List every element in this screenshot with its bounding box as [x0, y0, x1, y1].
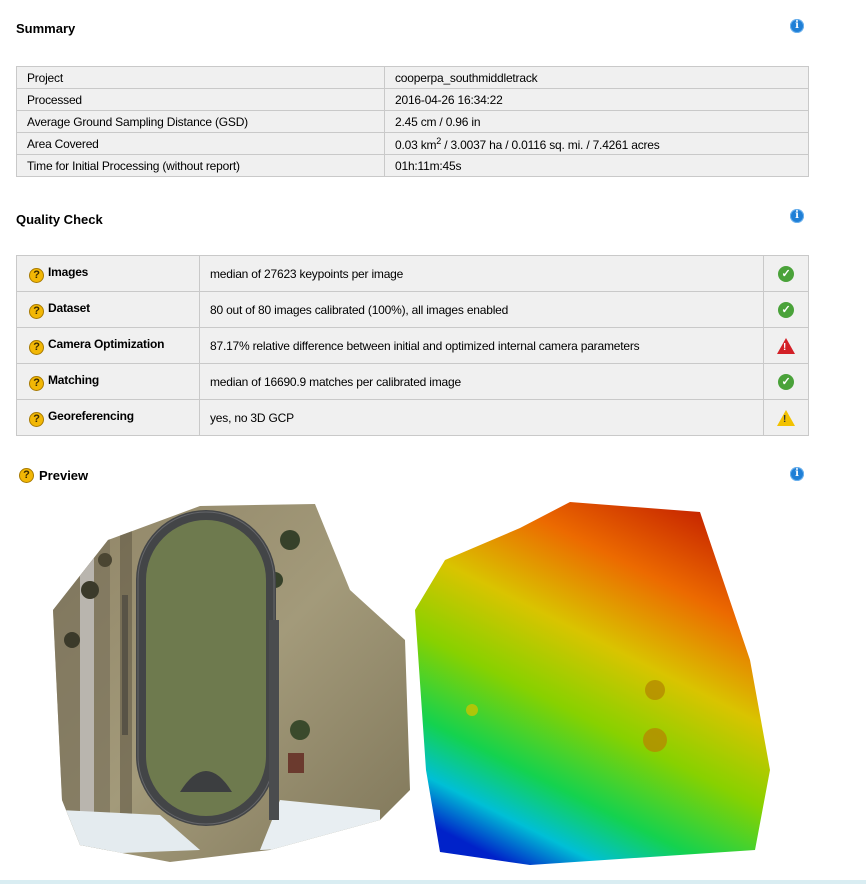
alert-triangle-red-icon: ! [777, 338, 795, 354]
quality-check-title: Quality Check [16, 212, 103, 227]
table-row [17, 256, 809, 292]
area-value-rest: / 3.0037 ha / 0.0116 sq. mi. / 7.4261 acres [441, 137, 660, 152]
area-value-km: 0.03 km [395, 137, 437, 152]
orthomosaic-preview [50, 500, 412, 870]
summary-table [16, 66, 809, 177]
qc-name: Dataset [48, 300, 90, 315]
qc-status [764, 400, 809, 436]
qc-name-cell [17, 256, 200, 292]
summary-label: Processed [17, 89, 385, 111]
info-icon[interactable]: i [790, 19, 804, 33]
summary-value: cooperpa_southmiddletrack [385, 67, 809, 89]
qc-name-cell [17, 400, 200, 436]
qc-name: Georeferencing [48, 408, 134, 423]
quality-check-table [16, 255, 809, 436]
qc-status [764, 328, 809, 364]
qc-name-cell [17, 328, 200, 364]
question-icon[interactable]: ? [29, 268, 44, 283]
summary-label: Time for Initial Processing (without report) [17, 155, 385, 177]
preview-title: Preview [39, 468, 89, 483]
qc-value: 80 out of 80 images calibrated (100%), all images enabled [200, 292, 764, 328]
qc-value: median of 16690.9 matches per calibrated image [200, 364, 764, 400]
page-divider [0, 880, 866, 884]
info-icon[interactable]: i [790, 467, 804, 481]
question-icon[interactable]: ? [29, 340, 44, 355]
qc-name-cell [17, 292, 200, 328]
check-circle-icon: ✓ [778, 302, 794, 318]
question-icon[interactable]: ? [29, 376, 44, 391]
summary-value: 01h:11m:45s [385, 155, 809, 177]
summary-value [385, 133, 809, 155]
qc-name: Matching [48, 372, 100, 387]
area-value-sup: 2 [436, 135, 442, 146]
check-circle-icon: ✓ [778, 266, 794, 282]
summary-value: 2.45 cm / 0.96 in [385, 111, 809, 133]
table-row [17, 89, 809, 111]
table-row [17, 111, 809, 133]
table-row [17, 67, 809, 89]
table-row [17, 364, 809, 400]
qc-name: Images [48, 264, 89, 279]
table-row [17, 155, 809, 177]
check-circle-icon: ✓ [778, 374, 794, 390]
table-row [17, 328, 809, 364]
table-row [17, 292, 809, 328]
qc-status [764, 292, 809, 328]
question-icon[interactable]: ? [29, 304, 44, 319]
summary-title: Summary [16, 21, 76, 36]
table-row [17, 133, 809, 155]
qc-name-cell [17, 364, 200, 400]
qc-value: yes, no 3D GCP [200, 400, 764, 436]
summary-value: 2016-04-26 16:34:22 [385, 89, 809, 111]
qc-value: median of 27623 keypoints per image [200, 256, 764, 292]
dsm-preview [410, 500, 776, 870]
preview-title-row [19, 468, 88, 483]
qc-value: 87.17% relative difference between initial and optimized internal camera parameters [200, 328, 764, 364]
qc-status [764, 364, 809, 400]
question-icon[interactable]: ? [29, 412, 44, 427]
table-row [17, 400, 809, 436]
question-icon[interactable]: ? [19, 468, 34, 483]
summary-label: Area Covered [17, 133, 385, 155]
qc-name: Camera Optimization [48, 336, 165, 351]
summary-label: Average Ground Sampling Distance (GSD) [17, 111, 385, 133]
summary-label: Project [17, 67, 385, 89]
alert-triangle-yellow-icon: ! [777, 410, 795, 426]
qc-status [764, 256, 809, 292]
info-icon[interactable]: i [790, 209, 804, 223]
